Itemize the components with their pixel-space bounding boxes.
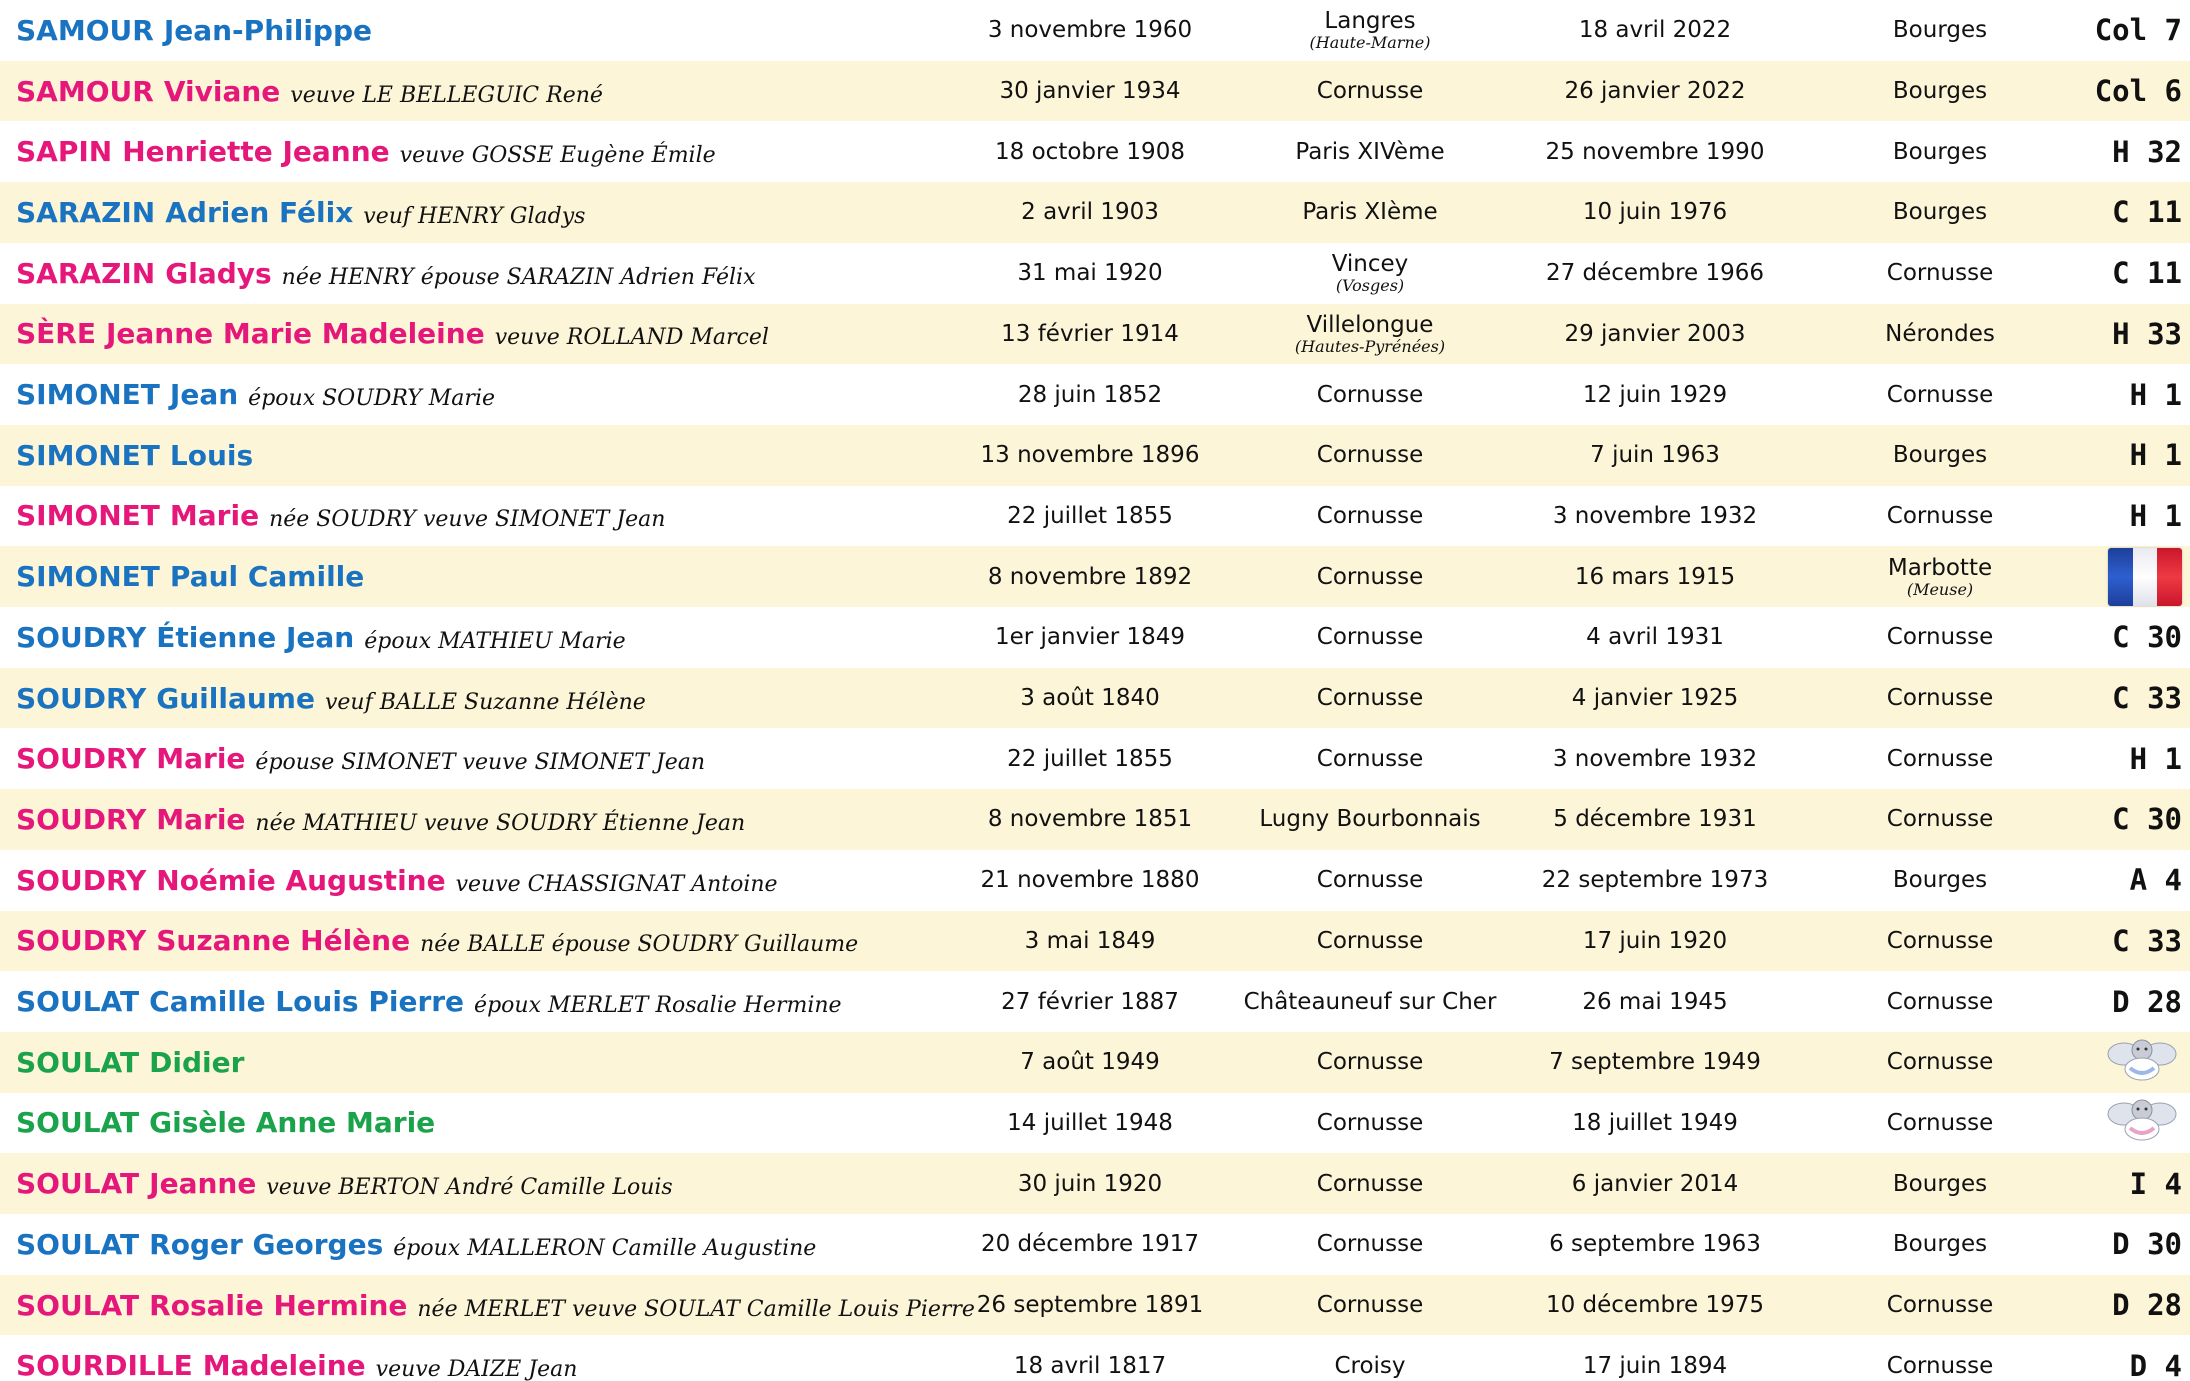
surname: SAPIN bbox=[16, 135, 113, 169]
surname: SIMONET bbox=[16, 560, 160, 594]
death-place-cell bbox=[1800, 971, 2080, 1032]
person-name-cell bbox=[16, 1335, 956, 1381]
grave-location-cell bbox=[2080, 1093, 2186, 1154]
death-place: Cornusse bbox=[1886, 502, 1994, 529]
death-place: Cornusse bbox=[1886, 1292, 1994, 1319]
given-names: Roger Georges bbox=[149, 1227, 384, 1261]
person-name-cell bbox=[16, 121, 956, 182]
death-date: 12 juin 1929 bbox=[1582, 381, 1728, 408]
birth-place: Cornusse bbox=[1316, 624, 1424, 651]
table-row bbox=[0, 121, 2190, 182]
grave-location-cell bbox=[2080, 546, 2186, 607]
person-name-cell bbox=[16, 425, 956, 486]
table-row bbox=[0, 1214, 2190, 1275]
birth-place: Cornusse bbox=[1316, 1231, 1424, 1258]
person-name-cell bbox=[16, 728, 956, 789]
grave-location-cell bbox=[2080, 304, 2186, 365]
table-row bbox=[0, 1153, 2190, 1214]
given-names: Gladys bbox=[165, 256, 272, 290]
person-name-cell bbox=[16, 61, 956, 122]
birth-date: 3 mai 1849 bbox=[1024, 927, 1156, 954]
given-names: Rosalie Hermine bbox=[149, 1288, 408, 1322]
death-date: 3 novembre 1932 bbox=[1552, 502, 1758, 529]
death-date: 4 avril 1931 bbox=[1586, 624, 1724, 651]
birth-place-cell bbox=[1235, 1032, 1505, 1093]
marital-note: époux MERLET Rosalie Hermine bbox=[474, 993, 842, 1019]
given-names: Gisèle Anne Marie bbox=[149, 1106, 436, 1140]
death-place: Cornusse bbox=[1886, 745, 1994, 772]
person-name-cell bbox=[16, 1214, 956, 1275]
grave-location: D 28 bbox=[2112, 984, 2182, 1019]
birth-place-cell bbox=[1235, 546, 1505, 607]
grave-location-cell bbox=[2080, 1275, 2186, 1336]
death-place-cell bbox=[1800, 364, 2080, 425]
grave-location-cell bbox=[2080, 486, 2186, 547]
birth-place: Cornusse bbox=[1316, 381, 1424, 408]
death-place-cell bbox=[1800, 486, 2080, 547]
birth-date: 13 novembre 1896 bbox=[980, 442, 1200, 469]
grave-location-cell bbox=[2080, 911, 2186, 972]
birth-date: 1er janvier 1849 bbox=[994, 624, 1186, 651]
death-date: 27 décembre 1966 bbox=[1545, 260, 1765, 287]
birth-date: 3 août 1840 bbox=[1020, 685, 1160, 712]
angel-blue-icon bbox=[2102, 1032, 2182, 1093]
birth-place-region: (Haute-Marne) bbox=[1309, 33, 1431, 53]
death-place: Bourges bbox=[1892, 1231, 1988, 1258]
marital-note: époux SOUDRY Marie bbox=[248, 386, 495, 412]
marital-note: épouse SIMONET veuve SIMONET Jean bbox=[255, 750, 706, 776]
table-row bbox=[0, 1275, 2190, 1336]
death-place: Cornusse bbox=[1886, 381, 1994, 408]
death-place-cell bbox=[1800, 0, 2080, 61]
table-row bbox=[0, 304, 2190, 365]
birth-place-cell bbox=[1235, 1275, 1505, 1336]
grave-location-cell bbox=[2080, 182, 2186, 243]
birth-place-cell bbox=[1235, 911, 1505, 972]
birth-date: 30 janvier 1934 bbox=[999, 78, 1181, 105]
birth-place: Cornusse bbox=[1316, 1049, 1424, 1076]
birth-place-cell bbox=[1235, 486, 1505, 547]
given-names: Didier bbox=[149, 1045, 245, 1079]
given-names: Henriette Jeanne bbox=[122, 135, 390, 169]
person-name-cell bbox=[16, 1153, 956, 1214]
birth-date: 20 décembre 1917 bbox=[980, 1231, 1200, 1258]
marital-note: veuve GOSSE Eugène Émile bbox=[399, 143, 716, 169]
grave-location: I 4 bbox=[2129, 1166, 2182, 1201]
death-place-cell bbox=[1800, 850, 2080, 911]
death-place: Bourges bbox=[1892, 442, 1988, 469]
birth-place: Cornusse bbox=[1316, 1292, 1424, 1319]
birth-place: Cornusse bbox=[1316, 502, 1424, 529]
surname: SIMONET bbox=[16, 378, 160, 412]
death-date: 7 septembre 1949 bbox=[1549, 1049, 1761, 1076]
death-date: 5 décembre 1931 bbox=[1553, 806, 1757, 833]
table-row bbox=[0, 1335, 2190, 1381]
death-date: 18 avril 2022 bbox=[1578, 17, 1732, 44]
birth-date: 14 juillet 1948 bbox=[1007, 1109, 1173, 1136]
table-row bbox=[0, 182, 2190, 243]
surname: SAMOUR bbox=[16, 74, 154, 108]
marital-note: veuf BALLE Suzanne Hélène bbox=[324, 689, 646, 715]
death-date: 6 septembre 1963 bbox=[1549, 1231, 1761, 1258]
marital-note: née BALLE épouse SOUDRY Guillaume bbox=[420, 932, 859, 958]
death-place-cell bbox=[1800, 121, 2080, 182]
death-date: 17 juin 1920 bbox=[1582, 927, 1728, 954]
surname: SOUDRY bbox=[16, 924, 147, 958]
birth-date: 21 novembre 1880 bbox=[980, 867, 1200, 894]
table-row bbox=[0, 364, 2190, 425]
death-place-cell bbox=[1800, 61, 2080, 122]
given-names: Guillaume bbox=[156, 681, 315, 715]
table-row bbox=[0, 668, 2190, 729]
death-place-cell bbox=[1800, 728, 2080, 789]
death-place: Cornusse bbox=[1886, 806, 1994, 833]
birth-place: Croisy bbox=[1334, 1352, 1406, 1379]
person-name-cell bbox=[16, 364, 956, 425]
given-names: Jeanne bbox=[149, 1167, 257, 1201]
marital-note: veuve CHASSIGNAT Antoine bbox=[455, 871, 778, 897]
birth-place-cell bbox=[1235, 668, 1505, 729]
grave-location: Col 6 bbox=[2094, 74, 2182, 109]
birth-place: Cornusse bbox=[1316, 1170, 1424, 1197]
birth-place: Paris XIème bbox=[1302, 199, 1438, 226]
surname: SOULAT bbox=[16, 1288, 140, 1322]
death-place-cell bbox=[1800, 789, 2080, 850]
death-date: 7 juin 1963 bbox=[1590, 442, 1720, 469]
surname: SOULAT bbox=[16, 985, 140, 1019]
surname: SOUDRY bbox=[16, 863, 147, 897]
birth-place: Cornusse bbox=[1316, 685, 1424, 712]
death-date: 10 décembre 1975 bbox=[1545, 1292, 1765, 1319]
birth-place: Cornusse bbox=[1316, 78, 1424, 105]
table-row bbox=[0, 61, 2190, 122]
birth-date: 8 novembre 1892 bbox=[987, 563, 1193, 590]
marital-note: époux MALLERON Camille Augustine bbox=[393, 1235, 817, 1261]
marital-note: née MATHIEU veuve SOUDRY Étienne Jean bbox=[255, 810, 746, 836]
table-row bbox=[0, 911, 2190, 972]
death-place: Bourges bbox=[1892, 867, 1988, 894]
birth-place: Cornusse bbox=[1316, 442, 1424, 469]
death-date: 3 novembre 1932 bbox=[1552, 745, 1758, 772]
marital-note: époux MATHIEU Marie bbox=[364, 628, 626, 654]
birth-place-cell bbox=[1235, 304, 1505, 365]
birth-place-cell bbox=[1235, 1093, 1505, 1154]
person-name-cell bbox=[16, 1093, 956, 1154]
person-name-cell bbox=[16, 971, 956, 1032]
person-name-cell bbox=[16, 1032, 956, 1093]
birth-place: Villelongue bbox=[1306, 311, 1434, 338]
grave-location-cell bbox=[2080, 1335, 2186, 1381]
death-place-cell bbox=[1800, 1032, 2080, 1093]
birth-place-cell bbox=[1235, 61, 1505, 122]
birth-date: 2 avril 1903 bbox=[1021, 199, 1159, 226]
surname: SOUDRY bbox=[16, 742, 147, 776]
death-place-region: (Meuse) bbox=[1906, 579, 1974, 599]
table-row bbox=[0, 0, 2190, 61]
birth-date: 22 juillet 1855 bbox=[1007, 745, 1173, 772]
table-row bbox=[0, 546, 2190, 607]
given-names: Marie bbox=[156, 802, 246, 836]
birth-date: 8 novembre 1851 bbox=[987, 806, 1193, 833]
birth-place-cell bbox=[1235, 425, 1505, 486]
table-row bbox=[0, 486, 2190, 547]
person-name-cell bbox=[16, 911, 956, 972]
marital-note: née SOUDRY veuve SIMONET Jean bbox=[269, 507, 666, 533]
grave-location: H 33 bbox=[2112, 316, 2182, 351]
death-place: Cornusse bbox=[1886, 988, 1994, 1015]
given-names: Madeleine bbox=[202, 1349, 366, 1381]
surname: SARAZIN bbox=[16, 256, 156, 290]
surname: SARAZIN bbox=[16, 195, 156, 229]
death-date: 10 juin 1976 bbox=[1582, 199, 1728, 226]
person-name-cell bbox=[16, 789, 956, 850]
surname: SAMOUR bbox=[16, 13, 154, 47]
marital-note: veuve LE BELLEGUIC René bbox=[290, 82, 603, 108]
table-row bbox=[0, 243, 2190, 304]
surname: SOUDRY bbox=[16, 802, 147, 836]
person-name-cell bbox=[16, 668, 956, 729]
marital-note: veuve BERTON André Camille Louis bbox=[266, 1175, 673, 1201]
grave-location: C 30 bbox=[2112, 802, 2182, 837]
birth-place-cell bbox=[1235, 789, 1505, 850]
grave-location-cell bbox=[2080, 971, 2186, 1032]
birth-place-cell bbox=[1235, 1335, 1505, 1381]
birth-place: Vincey bbox=[1331, 251, 1409, 278]
birth-place: Cornusse bbox=[1316, 867, 1424, 894]
table-row bbox=[0, 850, 2190, 911]
angel-pink-icon bbox=[2102, 1092, 2182, 1153]
given-names: Suzanne Hélène bbox=[156, 924, 411, 958]
birth-place: Paris XIVème bbox=[1295, 138, 1445, 165]
grave-location-cell bbox=[2080, 0, 2186, 61]
table-row bbox=[0, 728, 2190, 789]
grave-location: D 4 bbox=[2129, 1348, 2182, 1381]
birth-place-region: (Hautes-Pyrénées) bbox=[1294, 336, 1446, 356]
table-row bbox=[0, 1032, 2190, 1093]
person-name-cell bbox=[16, 0, 956, 61]
death-place: Bourges bbox=[1892, 78, 1988, 105]
grave-location-cell bbox=[2080, 1032, 2186, 1093]
death-date: 17 juin 1894 bbox=[1582, 1352, 1728, 1379]
grave-location: C 33 bbox=[2112, 681, 2182, 716]
given-names: Louis bbox=[169, 438, 254, 472]
birth-place-cell bbox=[1235, 728, 1505, 789]
death-date: 29 janvier 2003 bbox=[1564, 320, 1746, 347]
birth-place: Cornusse bbox=[1316, 563, 1424, 590]
death-place-cell bbox=[1800, 1335, 2080, 1381]
grave-location-cell bbox=[2080, 607, 2186, 668]
given-names: Étienne Jean bbox=[156, 620, 355, 654]
birth-place: Châteauneuf sur Cher bbox=[1243, 988, 1497, 1015]
birth-place-cell bbox=[1235, 850, 1505, 911]
surname: SOUDRY bbox=[16, 620, 147, 654]
table-row bbox=[0, 789, 2190, 850]
birth-date: 7 août 1949 bbox=[1020, 1049, 1160, 1076]
death-place: Cornusse bbox=[1886, 927, 1994, 954]
given-names: Jean bbox=[169, 378, 239, 412]
birth-date: 30 juin 1920 bbox=[1017, 1170, 1163, 1197]
death-date: 22 septembre 1973 bbox=[1541, 867, 1769, 894]
birth-place-cell bbox=[1235, 182, 1505, 243]
birth-place-cell bbox=[1235, 1214, 1505, 1275]
birth-date: 28 juin 1852 bbox=[1017, 381, 1163, 408]
grave-location: C 33 bbox=[2112, 923, 2182, 958]
death-place-cell bbox=[1800, 1214, 2080, 1275]
surname: SOUDRY bbox=[16, 681, 147, 715]
given-names: Viviane bbox=[163, 74, 281, 108]
grave-location-cell bbox=[2080, 243, 2186, 304]
grave-location: H 1 bbox=[2129, 377, 2182, 412]
grave-location: H 1 bbox=[2129, 498, 2182, 533]
death-place-cell bbox=[1800, 607, 2080, 668]
birth-place: Cornusse bbox=[1316, 745, 1424, 772]
grave-location: D 30 bbox=[2112, 1227, 2182, 1262]
grave-location: C 30 bbox=[2112, 620, 2182, 655]
grave-location: H 32 bbox=[2112, 134, 2182, 169]
table-row bbox=[0, 1093, 2190, 1154]
grave-location: Col 7 bbox=[2094, 13, 2182, 48]
given-names: Jean-Philippe bbox=[163, 13, 372, 47]
birth-date: 18 avril 1817 bbox=[1013, 1352, 1167, 1379]
death-place-cell bbox=[1800, 243, 2080, 304]
death-date: 18 juillet 1949 bbox=[1572, 1109, 1738, 1136]
person-name-cell bbox=[16, 243, 956, 304]
given-names: Marie bbox=[156, 742, 246, 776]
person-name-cell bbox=[16, 850, 956, 911]
birth-date: 31 mai 1920 bbox=[1017, 260, 1163, 287]
grave-location-cell bbox=[2080, 668, 2186, 729]
surname: SOULAT bbox=[16, 1106, 140, 1140]
surname: SOULAT bbox=[16, 1227, 140, 1261]
birth-place-cell bbox=[1235, 607, 1505, 668]
given-names: Jeanne Marie Madeleine bbox=[105, 317, 485, 351]
birth-place-region: (Vosges) bbox=[1335, 276, 1405, 296]
birth-place-cell bbox=[1235, 0, 1505, 61]
marital-note: veuve ROLLAND Marcel bbox=[494, 325, 769, 351]
grave-location-cell bbox=[2080, 364, 2186, 425]
grave-location: H 1 bbox=[2129, 741, 2182, 776]
birth-place-cell bbox=[1235, 1153, 1505, 1214]
surname: SIMONET bbox=[16, 499, 160, 533]
birth-place: Langres bbox=[1324, 8, 1416, 35]
death-place-cell bbox=[1800, 1093, 2080, 1154]
given-names: Camille Louis Pierre bbox=[149, 985, 465, 1019]
death-place: Bourges bbox=[1892, 138, 1988, 165]
marital-note: née HENRY épouse SARAZIN Adrien Félix bbox=[281, 264, 756, 290]
death-date: 4 janvier 1925 bbox=[1571, 685, 1739, 712]
death-place-cell bbox=[1800, 668, 2080, 729]
death-place: Cornusse bbox=[1886, 624, 1994, 651]
grave-location: C 11 bbox=[2112, 195, 2182, 230]
birth-place-cell bbox=[1235, 243, 1505, 304]
grave-location-cell bbox=[2080, 850, 2186, 911]
death-date: 25 novembre 1990 bbox=[1545, 138, 1765, 165]
death-place: Bourges bbox=[1892, 1170, 1988, 1197]
death-place: Bourges bbox=[1892, 17, 1988, 44]
french-flag-icon bbox=[2108, 548, 2182, 606]
death-place: Marbotte bbox=[1887, 554, 1993, 581]
person-name-cell bbox=[16, 607, 956, 668]
person-name-cell bbox=[16, 304, 956, 365]
grave-location-cell bbox=[2080, 789, 2186, 850]
given-names: Marie bbox=[169, 499, 260, 533]
person-name-cell bbox=[16, 1275, 975, 1336]
death-place-cell bbox=[1800, 1275, 2080, 1336]
death-date: 16 mars 1915 bbox=[1574, 563, 1736, 590]
death-place-cell bbox=[1800, 546, 2080, 607]
birth-date: 22 juillet 1855 bbox=[1007, 502, 1173, 529]
grave-location-cell bbox=[2080, 1214, 2186, 1275]
death-place-cell bbox=[1800, 304, 2080, 365]
person-name-cell bbox=[16, 182, 956, 243]
death-place: Bourges bbox=[1892, 199, 1988, 226]
death-place: Cornusse bbox=[1886, 1352, 1994, 1379]
grave-location-cell bbox=[2080, 728, 2186, 789]
birth-date: 13 février 1914 bbox=[1001, 320, 1179, 347]
surname: SOURDILLE bbox=[16, 1349, 193, 1381]
death-place: Cornusse bbox=[1886, 685, 1994, 712]
grave-location-cell bbox=[2080, 61, 2186, 122]
given-names: Noémie Augustine bbox=[156, 863, 446, 897]
death-place: Cornusse bbox=[1886, 260, 1994, 287]
grave-location: H 1 bbox=[2129, 438, 2182, 473]
death-place-cell bbox=[1800, 425, 2080, 486]
death-place: Nérondes bbox=[1885, 320, 1995, 347]
grave-location: A 4 bbox=[2129, 863, 2182, 898]
grave-location-cell bbox=[2080, 121, 2186, 182]
marital-note: veuve DAIZE Jean bbox=[375, 1357, 578, 1381]
death-place: Cornusse bbox=[1886, 1049, 1994, 1076]
birth-date: 26 septembre 1891 bbox=[976, 1292, 1204, 1319]
birth-place-cell bbox=[1235, 121, 1505, 182]
birth-place: Lugny Bourbonnais bbox=[1259, 806, 1481, 833]
person-name-cell bbox=[16, 486, 956, 547]
surname: SÈRE bbox=[16, 317, 96, 351]
grave-location: C 11 bbox=[2112, 256, 2182, 291]
surname: SIMONET bbox=[16, 438, 160, 472]
birth-date: 27 février 1887 bbox=[1001, 988, 1179, 1015]
table-row bbox=[0, 607, 2190, 668]
death-date: 26 mai 1945 bbox=[1582, 988, 1728, 1015]
surname: SOULAT bbox=[16, 1167, 140, 1201]
marital-note: née MERLET veuve SOULAT Camille Louis Pierre bbox=[417, 1296, 975, 1322]
given-names: Adrien Félix bbox=[165, 195, 354, 229]
grave-location-cell bbox=[2080, 425, 2186, 486]
given-names: Paul Camille bbox=[169, 560, 365, 594]
birth-date: 3 novembre 1960 bbox=[987, 17, 1193, 44]
surname: SOULAT bbox=[16, 1045, 140, 1079]
birth-place: Cornusse bbox=[1316, 927, 1424, 954]
table-row bbox=[0, 425, 2190, 486]
marital-note: veuf HENRY Gladys bbox=[363, 203, 586, 229]
birth-place-cell bbox=[1235, 364, 1505, 425]
grave-location-cell bbox=[2080, 1153, 2186, 1214]
person-name-cell bbox=[16, 546, 956, 607]
death-date: 26 janvier 2022 bbox=[1564, 78, 1746, 105]
birth-place: Cornusse bbox=[1316, 1109, 1424, 1136]
death-place: Cornusse bbox=[1886, 1109, 1994, 1136]
birth-date: 18 octobre 1908 bbox=[995, 138, 1185, 165]
table-row bbox=[0, 971, 2190, 1032]
grave-location: D 28 bbox=[2112, 1288, 2182, 1323]
death-place-cell bbox=[1800, 182, 2080, 243]
birth-place-cell bbox=[1235, 971, 1505, 1032]
death-place-cell bbox=[1800, 911, 2080, 972]
death-place-cell bbox=[1800, 1153, 2080, 1214]
death-date: 6 janvier 2014 bbox=[1571, 1170, 1739, 1197]
